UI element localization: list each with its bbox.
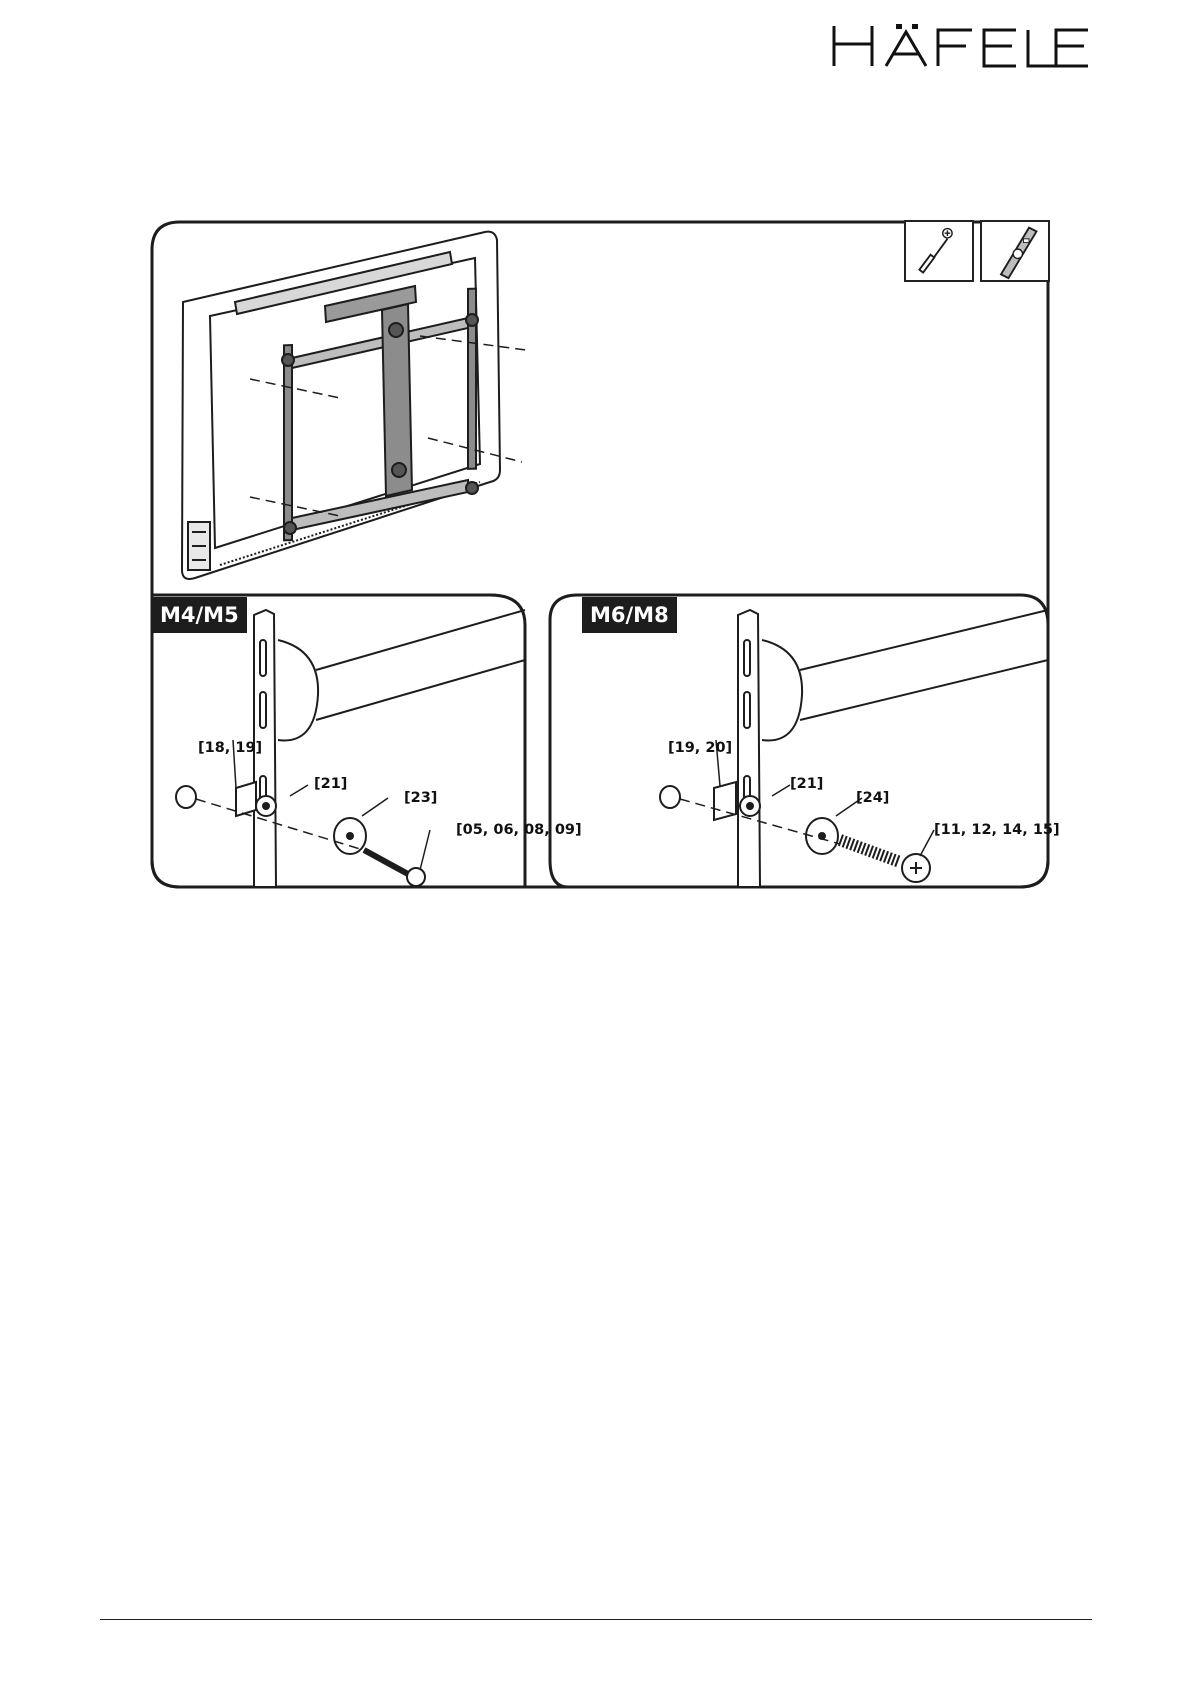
callout-screw-left: [05, 06, 08, 09] [456, 822, 582, 838]
brand-logo [832, 24, 1090, 68]
callout-spacer-left: [18, 19] [198, 740, 263, 756]
spirit-level-icon [980, 220, 1050, 282]
installation-illustration [150, 220, 1050, 889]
tv-back-illustration [182, 232, 500, 579]
detail-panel-right [550, 595, 1048, 887]
tag-m6-m8: M6/M8 [582, 597, 677, 633]
callout-washer-left: [23] [404, 790, 438, 806]
tag-m4-m5: M4/M5 [152, 597, 247, 633]
callout-screw-right: [11, 12, 14, 15] [934, 822, 1060, 838]
callout-washer-right: [24] [856, 790, 890, 806]
callout-bracket-washer-right: [21] [790, 776, 824, 792]
callout-spacer-right: [19, 20] [668, 740, 733, 756]
callout-bracket-washer-left: [21] [314, 776, 348, 792]
screwdriver-icon [904, 220, 974, 282]
footer-divider [100, 1619, 1092, 1620]
